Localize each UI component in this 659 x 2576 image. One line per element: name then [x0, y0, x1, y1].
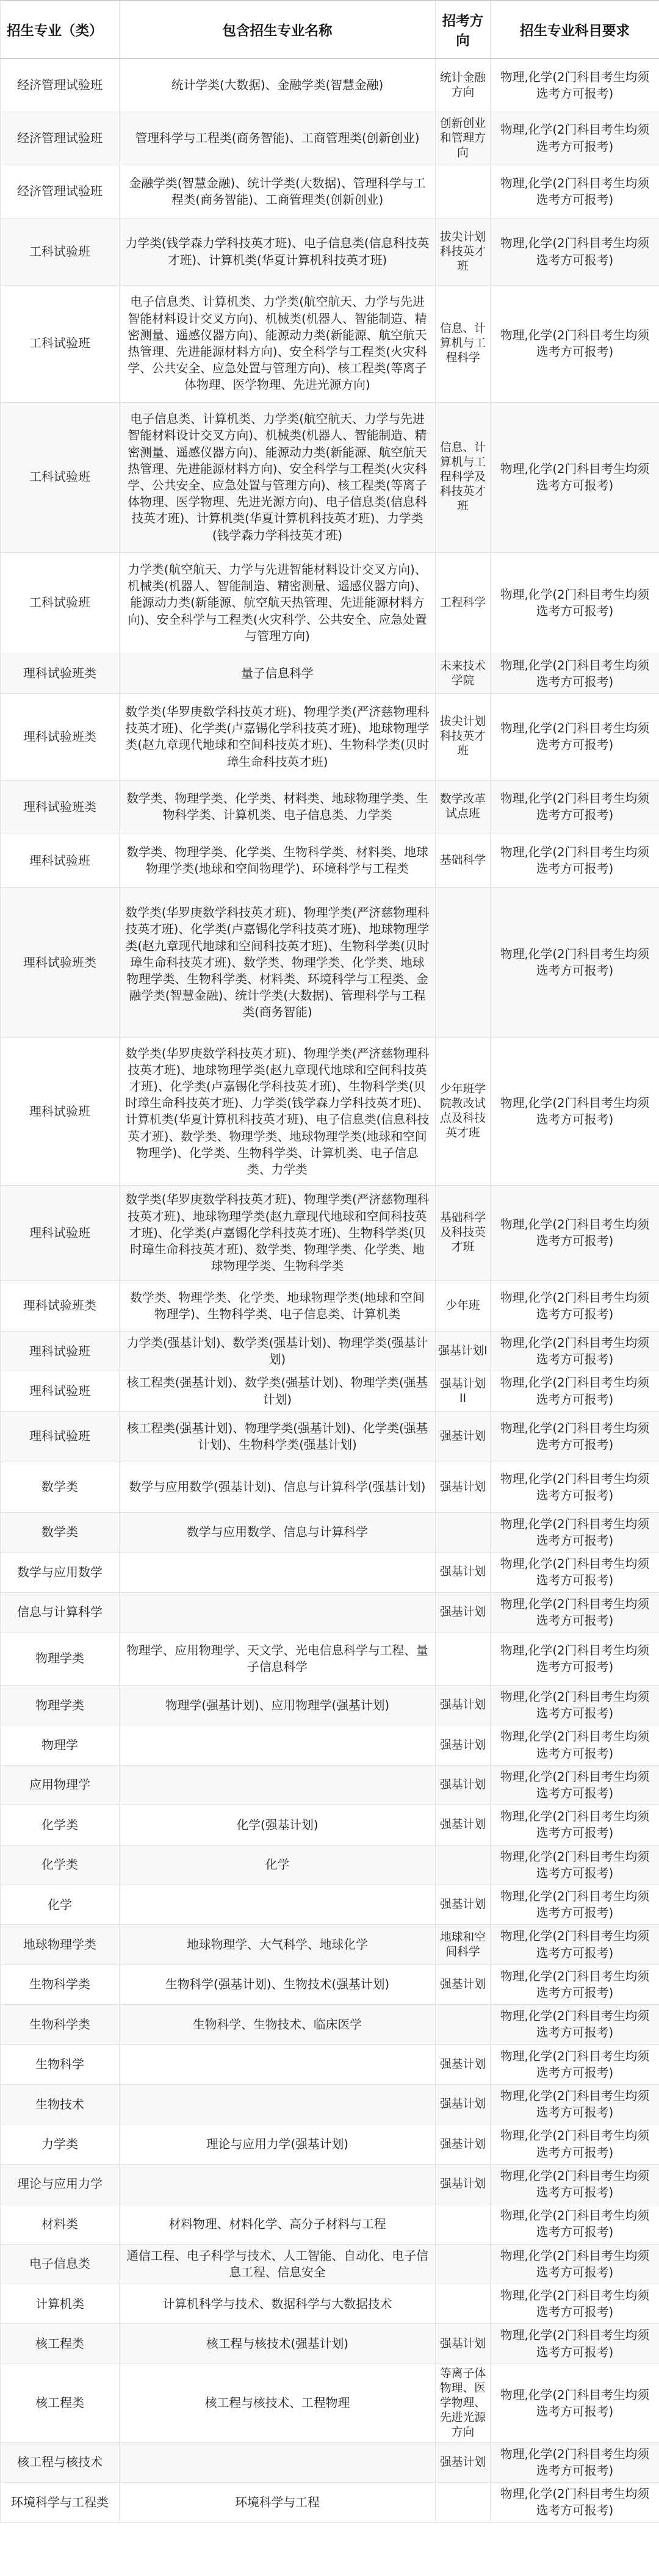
table-row [1, 552, 659, 654]
category-cell: 工科试验班 [1, 402, 120, 552]
header-category: 招生专业（类） [1, 1, 120, 59]
majors-cell: 生物科学、生物技术、临床医学 [120, 2005, 436, 2044]
requirement-cell: 物理,化学(2门科目考生均须选考方可报考) [491, 2284, 659, 2324]
direction-cell [436, 2284, 491, 2324]
direction-cell: 强基计划I [436, 1331, 491, 1371]
direction-cell: 工程科学 [436, 552, 491, 654]
majors-cell: 电子信息类、计算机类、力学类(航空航天、力学与先进智能材料设计交叉方向)、机械类(机器人、智能制造、精密测量、遥感仪器方向)、能源动力类(新能源、航空航天热管理、先进能源材料方向)、安全科学与工程类(火灾科学、公共安全、应急处置与管理方向)、核工程类(等离子体物理、医学物理、先进光源方向) [120, 285, 436, 402]
category-cell: 工科试验班 [1, 285, 120, 402]
table-row [1, 654, 659, 693]
table-row [1, 1462, 659, 1512]
direction-cell: 强基计划 [436, 2124, 491, 2164]
category-cell: 理科试验班类 [1, 1280, 120, 1331]
table-row [1, 1553, 659, 1592]
direction-cell [436, 2244, 491, 2284]
majors-cell: 数学类、物理学类、化学类、地球物理学类(地球和空间物理学)、生物科学类、电子信息类、计算机类 [120, 1280, 436, 1331]
requirement-cell: 物理,化学(2门科目考生均须选考方可报考) [491, 1592, 659, 1632]
category-cell: 数学类 [1, 1462, 120, 1512]
table-row [1, 2442, 659, 2482]
table-row [1, 2124, 659, 2164]
majors-cell: 核工程类(强基计划)、数学类(强基计划)、物理学类(强基计划) [120, 1371, 436, 1411]
direction-cell: 统计金融方向 [436, 59, 491, 112]
majors-cell [120, 2164, 436, 2204]
category-cell: 生物科学 [1, 2044, 120, 2084]
requirement-cell: 物理,化学(2门科目考生均须选考方可报考) [491, 112, 659, 165]
requirement-cell: 物理,化学(2门科目考生均须选考方可报考) [491, 1765, 659, 1805]
category-cell: 经济管理试验班 [1, 165, 120, 218]
direction-cell: 基础科学及科技英才班 [436, 1185, 491, 1280]
category-cell: 化学 [1, 1885, 120, 1924]
table-row [1, 1845, 659, 1885]
majors-cell: 通信工程、电子科学与技术、人工智能、自动化、电子信息工程、信息安全 [120, 2244, 436, 2284]
table-row [1, 1765, 659, 1805]
majors-cell: 量子信息科学 [120, 654, 436, 693]
table-row [1, 2044, 659, 2084]
direction-cell: 强基计划II [436, 1371, 491, 1411]
category-cell: 化学类 [1, 1805, 120, 1845]
majors-cell: 生物科学(强基计划)、生物技术(强基计划) [120, 1964, 436, 2004]
requirement-cell: 物理,化学(2门科目考生均须选考方可报考) [491, 2442, 659, 2482]
category-cell: 物理学类 [1, 1632, 120, 1685]
majors-cell [120, 1725, 436, 1765]
majors-cell: 化学(强基计划) [120, 1805, 436, 1845]
requirement-cell: 物理,化学(2门科目考生均须选考方可报考) [491, 654, 659, 693]
table-row [1, 1805, 659, 1845]
direction-cell: 基础科学 [436, 834, 491, 887]
category-cell: 物理学 [1, 1725, 120, 1765]
requirement-cell: 物理,化学(2门科目考生均须选考方可报考) [491, 165, 659, 218]
requirement-cell: 物理,化学(2门科目考生均须选考方可报考) [491, 2005, 659, 2044]
direction-cell [436, 2204, 491, 2244]
direction-cell [436, 2005, 491, 2044]
majors-cell: 数学类、物理学类、化学类、材料类、地球物理学类、生物科学类、计算机类、电子信息类、力学类 [120, 780, 436, 834]
direction-cell [436, 2483, 491, 2522]
majors-cell: 统计学类(大数据)、金融学类(智慧金融) [120, 59, 436, 112]
category-cell: 生物科学类 [1, 1964, 120, 2004]
header-majors: 包含招生专业名称 [120, 1, 436, 59]
header-direction: 招考方向 [436, 1, 491, 59]
table-row [1, 2364, 659, 2442]
table-row [1, 285, 659, 402]
category-cell: 经济管理试验班 [1, 112, 120, 165]
direction-cell: 强基计划 [436, 1964, 491, 2004]
requirement-cell: 物理,化学(2门科目考生均须选考方可报考) [491, 552, 659, 654]
category-cell: 生物科学类 [1, 2005, 120, 2044]
direction-cell: 地球和空间科学 [436, 1925, 491, 1964]
requirement-cell: 物理,化学(2门科目考生均须选考方可报考) [491, 2204, 659, 2244]
category-cell: 材料类 [1, 2204, 120, 2244]
table-row [1, 59, 659, 112]
requirement-cell: 物理,化学(2门科目考生均须选考方可报考) [491, 1462, 659, 1512]
direction-cell: 强基计划 [436, 1411, 491, 1462]
requirement-cell: 物理,化学(2门科目考生均须选考方可报考) [491, 1632, 659, 1685]
table-row [1, 165, 659, 218]
direction-cell: 少年班学院教改试点及科技英才班 [436, 1037, 491, 1185]
direction-cell: 强基计划 [436, 1592, 491, 1632]
category-cell: 理科试验班 [1, 1411, 120, 1462]
category-cell: 地球物理学类 [1, 1925, 120, 1964]
category-cell: 数学类 [1, 1512, 120, 1552]
majors-cell: 管理科学与工程类(商务智能)、工商管理类(创新创业) [120, 112, 436, 165]
category-cell: 力学类 [1, 2124, 120, 2164]
requirement-cell: 物理,化学(2门科目考生均须选考方可报考) [491, 285, 659, 402]
requirement-cell: 物理,化学(2门科目考生均须选考方可报考) [491, 2044, 659, 2084]
category-cell: 经济管理试验班 [1, 59, 120, 112]
majors-cell [120, 2442, 436, 2482]
majors-cell: 物理学、应用物理学、天文学、光电信息科学与工程、量子信息科学 [120, 1632, 436, 1685]
requirement-cell: 物理,化学(2门科目考生均须选考方可报考) [491, 1280, 659, 1331]
direction-cell [436, 1512, 491, 1552]
category-cell: 理科试验班 [1, 1331, 120, 1371]
requirement-cell: 物理,化学(2门科目考生均须选考方可报考) [491, 1925, 659, 1964]
category-cell: 理论与应用力学 [1, 2164, 120, 2204]
direction-cell: 未来技术学院 [436, 654, 491, 693]
table-row [1, 887, 659, 1037]
table-row [1, 1331, 659, 1371]
category-cell: 理科试验班类 [1, 654, 120, 693]
category-cell: 工科试验班 [1, 552, 120, 654]
majors-cell: 金融学类(智慧金融)、统计学类(大数据)、管理科学与工程类(商务智能)、工商管理类(创新创业) [120, 165, 436, 218]
table-row [1, 1411, 659, 1462]
requirement-cell: 物理,化学(2门科目考生均须选考方可报考) [491, 1411, 659, 1462]
requirement-cell: 物理,化学(2门科目考生均须选考方可报考) [491, 2483, 659, 2522]
table-row [1, 2204, 659, 2244]
requirement-cell: 物理,化学(2门科目考生均须选考方可报考) [491, 693, 659, 780]
category-cell: 生物技术 [1, 2085, 120, 2124]
majors-cell: 材料物理、材料化学、高分子材料与工程 [120, 2204, 436, 2244]
requirement-cell: 物理,化学(2门科目考生均须选考方可报考) [491, 1885, 659, 1924]
direction-cell: 数学改革试点班 [436, 780, 491, 834]
requirement-cell: 物理,化学(2门科目考生均须选考方可报考) [491, 887, 659, 1037]
category-cell: 理科试验班 [1, 1037, 120, 1185]
majors-cell: 核工程与核技术、工程物理 [120, 2364, 436, 2442]
majors-cell: 核工程类(强基计划)、物理学类(强基计划)、化学类(强基计划)、生物科学类(强基计划) [120, 1411, 436, 1462]
majors-cell: 数学类(华罗庚数学科技英才班)、物理学类(严济慈物理科技英才班)、地球物理学类(赵九章现代地球和空间科技英才班)、化学类(卢嘉锡化学科技英才班)、生物科学类(贝时璋生命科技英才班)、力学类(钱学森力学科技英才班)、计算机类(华夏计算机科技英才班)、电子信息类(信息科技英才班)、数学类、物理学类、地球物理学类(地球和空间物理学)、化学类、生物科学类、计算机类、电子信息类、力学类 [120, 1037, 436, 1185]
direction-cell: 强基计划 [436, 2044, 491, 2084]
requirement-cell: 物理,化学(2门科目考生均须选考方可报考) [491, 1185, 659, 1280]
requirement-cell: 物理,化学(2门科目考生均须选考方可报考) [491, 1845, 659, 1885]
table-row [1, 1685, 659, 1725]
direction-cell: 强基计划 [436, 1685, 491, 1725]
table-row [1, 1592, 659, 1632]
requirement-cell: 物理,化学(2门科目考生均须选考方可报考) [491, 2164, 659, 2204]
direction-cell: 强基计划 [436, 2324, 491, 2364]
direction-cell: 少年班 [436, 1280, 491, 1331]
requirement-cell: 物理,化学(2门科目考生均须选考方可报考) [491, 1805, 659, 1845]
direction-cell: 强基计划 [436, 2085, 491, 2124]
table-row [1, 402, 659, 552]
requirement-cell: 物理,化学(2门科目考生均须选考方可报考) [491, 1037, 659, 1185]
category-cell: 理科试验班 [1, 834, 120, 887]
table-row [1, 1632, 659, 1685]
direction-cell: 强基计划 [436, 1885, 491, 1924]
requirement-cell: 物理,化学(2门科目考生均须选考方可报考) [491, 1964, 659, 2004]
table-row [1, 112, 659, 165]
requirement-cell: 物理,化学(2门科目考生均须选考方可报考) [491, 2085, 659, 2124]
requirement-cell: 物理,化学(2门科目考生均须选考方可报考) [491, 1512, 659, 1552]
table-header-row [1, 1, 659, 59]
majors-cell: 核工程与核技术(强基计划) [120, 2324, 436, 2364]
table-row [1, 1371, 659, 1411]
category-cell: 核工程类 [1, 2364, 120, 2442]
majors-cell: 力学类(钱学森力学科技英才班)、电子信息类(信息科技英才班)、计算机类(华夏计算机科技英才班) [120, 218, 436, 285]
majors-cell: 数学类(华罗庚数学科技英才班)、物理学类(严济慈物理科技英才班)、化学类(卢嘉锡化学科技英才班)、地球物理学类(赵九章现代地球和空间科技英才班)、生物科学类(贝时璋生命科技英才班)、数学类、物理学类、化学类、地球物理学类、生物科学类、材料类、环境科学与工程类、金融学类(智慧金融)、统计学类(大数据)、管理科学与工程类(商务智能) [120, 887, 436, 1037]
direction-cell [436, 1845, 491, 1885]
category-cell: 应用物理学 [1, 1765, 120, 1805]
header-requirement: 招生专业科目要求 [491, 1, 659, 59]
majors-cell: 化学 [120, 1845, 436, 1885]
category-cell: 电子信息类 [1, 2244, 120, 2284]
majors-cell [120, 1765, 436, 1805]
requirement-cell: 物理,化学(2门科目考生均须选考方可报考) [491, 1331, 659, 1371]
majors-cell: 数学类(华罗庚数学科技英才班)、物理学类(严济慈物理科技英才班)、化学类(卢嘉锡化学科技英才班)、地球物理学类(赵九章现代地球和空间科技英才班)、生物科学类(贝时璋生命科技英才班) [120, 693, 436, 780]
majors-cell: 数学类、物理学类、化学类、生物科学类、材料类、地球物理学类(地球和空间物理学)、环境科学与工程类 [120, 834, 436, 887]
table-row [1, 834, 659, 887]
majors-cell: 理论与应用力学(强基计划) [120, 2124, 436, 2164]
category-cell: 核工程类 [1, 2324, 120, 2364]
table-row [1, 780, 659, 834]
table-row [1, 2324, 659, 2364]
table-row [1, 2085, 659, 2124]
majors-cell: 计算机科学与技术、数据科学与大数据技术 [120, 2284, 436, 2324]
table-row [1, 2284, 659, 2324]
category-cell: 化学类 [1, 1845, 120, 1885]
requirement-cell: 物理,化学(2门科目考生均须选考方可报考) [491, 2244, 659, 2284]
direction-cell: 信息、计算机与工程科学及科技英才班 [436, 402, 491, 552]
majors-cell: 数学类(华罗庚数学科技英才班)、物理学类(严济慈物理科技英才班)、地球物理学类(赵九章现代地球和空间科技英才班)、化学类(卢嘉锡化学科技英才班)、生物科学类(贝时璋生命科技英才班)、数学类、物理学类、化学类、地球物理学类、生物科学类 [120, 1185, 436, 1280]
direction-cell: 拔尖计划科技英才班 [436, 218, 491, 285]
majors-cell: 电子信息类、计算机类、力学类(航空航天、力学与先进智能材料设计交叉方向)、机械类(机器人、智能制造、精密测量、遥感仪器方向)、能源动力类(新能源、航空航天热管理、先进能源材料方向)、安全科学与工程类(火灾科学、公共安全、应急处置与管理方向)、核工程类(等离子体物理、医学物理、先进光源方向)、电子信息类(信息科技英才班)、计算机类(华夏计算机科技英才班)、力学类(钱学森力学科技英才班) [120, 402, 436, 552]
majors-cell [120, 2044, 436, 2084]
majors-cell: 数学与应用数学、信息与计算科学 [120, 1512, 436, 1552]
direction-cell: 强基计划 [436, 1765, 491, 1805]
majors-cell: 力学类(航空航天、力学与先进智能材料设计交叉方向)、机械类(机器人、智能制造、精密测量、遥感仪器方向)、能源动力类(新能源、航空航天热管理、先进能源材料方向)、安全科学与工程类(火灾科学、公共安全、应急处置与管理方向) [120, 552, 436, 654]
direction-cell: 强基计划 [436, 1725, 491, 1765]
requirement-cell: 物理,化学(2门科目考生均须选考方可报考) [491, 1553, 659, 1592]
requirement-cell: 物理,化学(2门科目考生均须选考方可报考) [491, 1685, 659, 1725]
majors-cell: 力学类(强基计划)、数学类(强基计划)、物理学类(强基计划) [120, 1331, 436, 1371]
direction-cell [436, 1632, 491, 1685]
category-cell: 理科试验班类 [1, 780, 120, 834]
category-cell: 工科试验班 [1, 218, 120, 285]
direction-cell: 等离子体物理、医学物理、先进光源方向 [436, 2364, 491, 2442]
category-cell: 物理学类 [1, 1685, 120, 1725]
requirement-cell: 物理,化学(2门科目考生均须选考方可报考) [491, 1371, 659, 1411]
direction-cell: 创新创业和管理方向 [436, 112, 491, 165]
table-row [1, 1925, 659, 1964]
table-row [1, 1185, 659, 1280]
requirement-cell: 物理,化学(2门科目考生均须选考方可报考) [491, 2324, 659, 2364]
direction-cell: 信息、计算机与工程科学 [436, 285, 491, 402]
category-cell: 信息与计算科学 [1, 1592, 120, 1632]
direction-cell: 强基计划 [436, 2442, 491, 2482]
category-cell: 理科试验班 [1, 1371, 120, 1411]
requirement-cell: 物理,化学(2门科目考生均须选考方可报考) [491, 59, 659, 112]
category-cell: 数学与应用数学 [1, 1553, 120, 1592]
direction-cell [436, 165, 491, 218]
requirement-cell: 物理,化学(2门科目考生均须选考方可报考) [491, 2124, 659, 2164]
direction-cell: 拔尖计划科技英才班 [436, 693, 491, 780]
category-cell: 核工程与核技术 [1, 2442, 120, 2482]
majors-cell [120, 1553, 436, 1592]
category-cell: 环境科学与工程类 [1, 2483, 120, 2522]
requirement-cell: 物理,化学(2门科目考生均须选考方可报考) [491, 2364, 659, 2442]
majors-cell: 数学与应用数学(强基计划)、信息与计算科学(强基计划) [120, 1462, 436, 1512]
requirement-cell: 物理,化学(2门科目考生均须选考方可报考) [491, 1725, 659, 1765]
table-row [1, 2005, 659, 2044]
table-row [1, 1280, 659, 1331]
majors-cell: 物理学(强基计划)、应用物理学(强基计划) [120, 1685, 436, 1725]
majors-cell [120, 1885, 436, 1924]
table-row [1, 1725, 659, 1765]
table-row [1, 2244, 659, 2284]
majors-cell: 环境科学与工程 [120, 2483, 436, 2522]
category-cell: 理科试验班 [1, 1185, 120, 1280]
requirement-cell: 物理,化学(2门科目考生均须选考方可报考) [491, 780, 659, 834]
direction-cell: 强基计划 [436, 1553, 491, 1592]
requirement-cell: 物理,化学(2门科目考生均须选考方可报考) [491, 218, 659, 285]
direction-cell [436, 887, 491, 1037]
requirement-cell: 物理,化学(2门科目考生均须选考方可报考) [491, 402, 659, 552]
direction-cell: 强基计划 [436, 2164, 491, 2204]
table-row [1, 218, 659, 285]
category-cell: 理科试验班类 [1, 887, 120, 1037]
majors-cell [120, 1592, 436, 1632]
requirement-cell: 物理,化学(2门科目考生均须选考方可报考) [491, 834, 659, 887]
table-row [1, 693, 659, 780]
table-row [1, 2483, 659, 2522]
majors-cell: 地球物理学、大气科学、地球化学 [120, 1925, 436, 1964]
direction-cell: 强基计划 [436, 1805, 491, 1845]
table-row [1, 1964, 659, 2004]
direction-cell: 强基计划 [436, 1462, 491, 1512]
category-cell: 计算机类 [1, 2284, 120, 2324]
majors-cell [120, 2085, 436, 2124]
category-cell: 理科试验班类 [1, 693, 120, 780]
table-row [1, 1037, 659, 1185]
table-row [1, 2164, 659, 2204]
table-row [1, 1512, 659, 1552]
table-row [1, 1885, 659, 1924]
table-body [1, 59, 659, 2522]
